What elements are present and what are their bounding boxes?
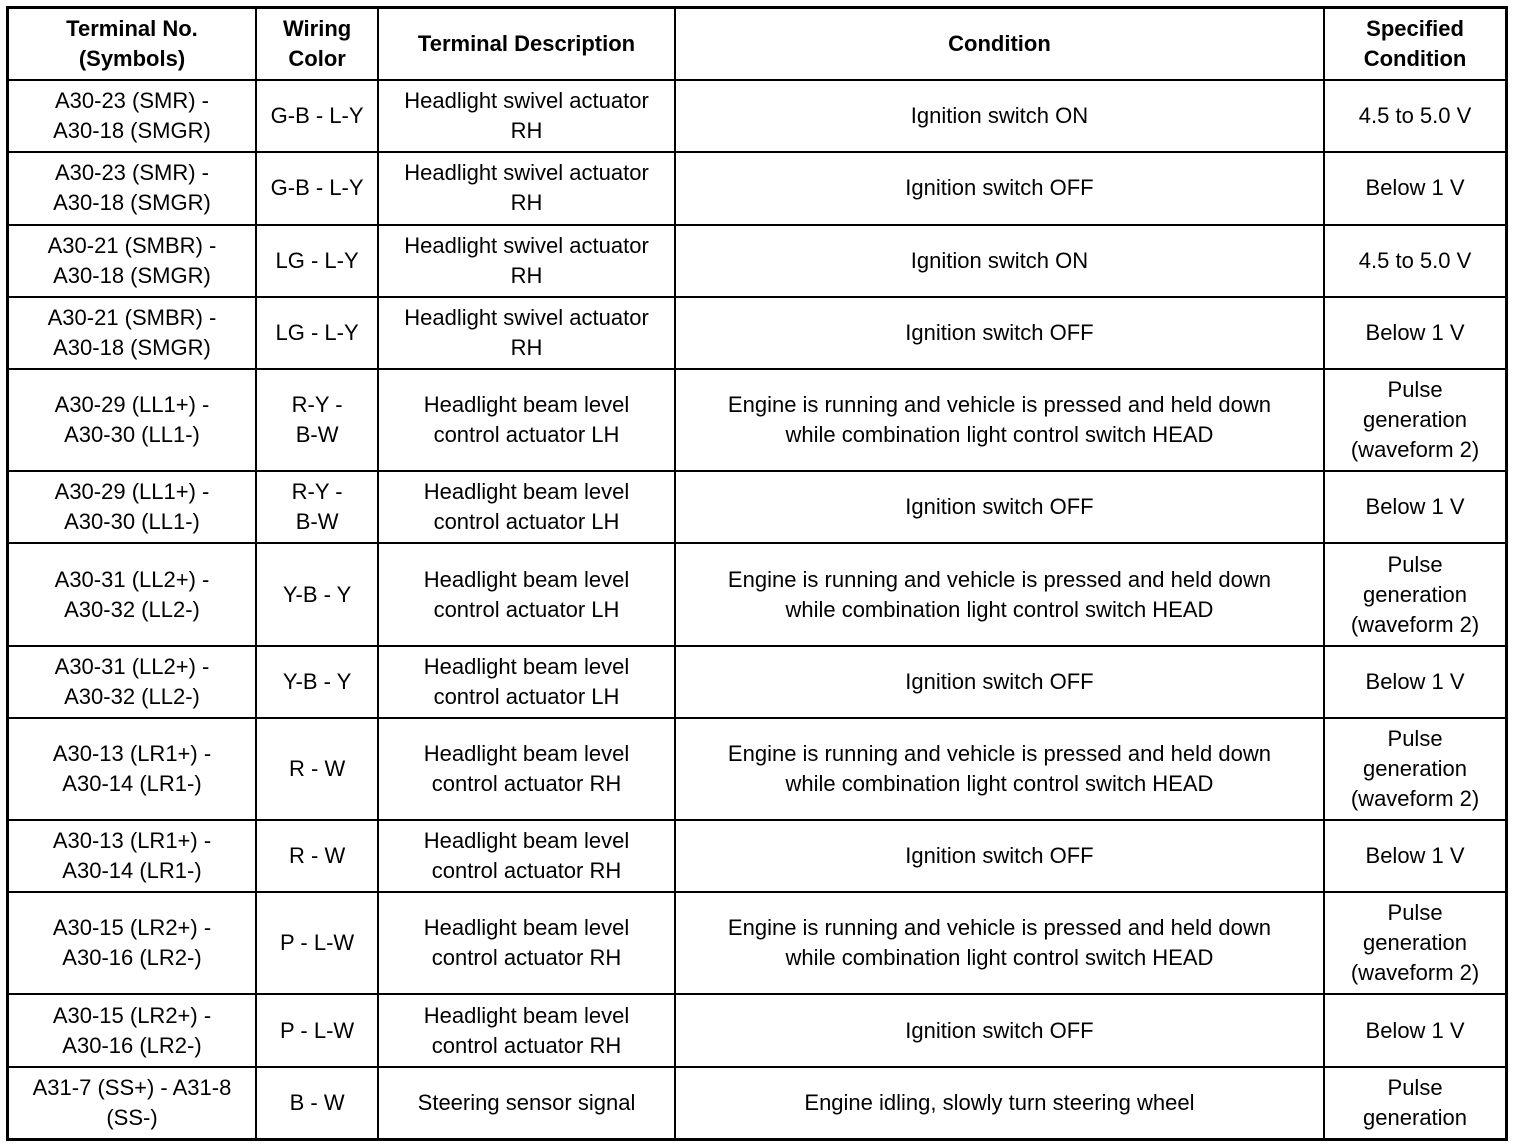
table-row — [8, 543, 1507, 645]
terminal-cell: A30-31 (LL2+) - A30-32 (LL2-) — [8, 543, 256, 645]
condition-cell: Engine is running and vehicle is pressed and held down while combination light control switch HEAD — [675, 718, 1324, 820]
specified-cell: Below 1 V — [1324, 646, 1506, 718]
condition-cell: Ignition switch OFF — [675, 471, 1324, 543]
wiring-cell: R-Y - B-W — [256, 471, 378, 543]
terminal-cell: A30-23 (SMR) - A30-18 (SMGR) — [8, 80, 256, 152]
description-cell: Steering sensor signal — [378, 1067, 675, 1140]
condition-cell: Engine is running and vehicle is pressed and held down while combination light control switch HEAD — [675, 543, 1324, 645]
description-cell: Headlight swivel actuator RH — [378, 80, 675, 152]
header-terminal: Terminal No. (Symbols) — [8, 8, 256, 81]
table-row — [8, 471, 1507, 543]
condition-cell: Ignition switch ON — [675, 225, 1324, 297]
wiring-cell: R - W — [256, 820, 378, 892]
description-cell: Headlight beam level control actuator LH — [378, 646, 675, 718]
condition-cell: Engine idling, slowly turn steering wheel — [675, 1067, 1324, 1140]
terminal-cell: A30-29 (LL1+) - A30-30 (LL1-) — [8, 369, 256, 471]
specified-cell: Pulse generation (waveform 2) — [1324, 543, 1506, 645]
table-row — [8, 892, 1507, 994]
table-row — [8, 646, 1507, 718]
description-cell: Headlight swivel actuator RH — [378, 225, 675, 297]
header-specified-condition: Specified Condition — [1324, 8, 1506, 81]
condition-cell: Ignition switch OFF — [675, 994, 1324, 1066]
specified-cell: Pulse generation (waveform 2) — [1324, 369, 1506, 471]
header-row — [8, 8, 1507, 81]
description-cell: Headlight beam level control actuator LH — [378, 369, 675, 471]
wiring-cell: Y-B - Y — [256, 646, 378, 718]
description-cell: Headlight beam level control actuator RH — [378, 718, 675, 820]
specified-cell: Pulse generation (waveform 2) — [1324, 718, 1506, 820]
table-row — [8, 369, 1507, 471]
terminal-cell: A30-31 (LL2+) - A30-32 (LL2-) — [8, 646, 256, 718]
description-cell: Headlight beam level control actuator RH — [378, 820, 675, 892]
terminal-cell: A30-23 (SMR) - A30-18 (SMGR) — [8, 152, 256, 224]
specified-cell: Pulse generation — [1324, 1067, 1506, 1140]
table-row — [8, 297, 1507, 369]
terminal-cell: A30-29 (LL1+) - A30-30 (LL1-) — [8, 471, 256, 543]
wiring-cell: P - L-W — [256, 994, 378, 1066]
description-cell: Headlight beam level control actuator LH — [378, 543, 675, 645]
condition-cell: Engine is running and vehicle is pressed and held down while combination light control switch HEAD — [675, 892, 1324, 994]
specified-cell: Below 1 V — [1324, 820, 1506, 892]
wiring-cell: R-Y - B-W — [256, 369, 378, 471]
description-cell: Headlight swivel actuator RH — [378, 297, 675, 369]
wiring-cell: P - L-W — [256, 892, 378, 994]
table-row — [8, 1067, 1507, 1140]
description-cell: Headlight beam level control actuator LH — [378, 471, 675, 543]
specified-cell: Pulse generation (waveform 2) — [1324, 892, 1506, 994]
description-cell: Headlight beam level control actuator RH — [378, 994, 675, 1066]
wiring-cell: G-B - L-Y — [256, 152, 378, 224]
wiring-cell: Y-B - Y — [256, 543, 378, 645]
specified-cell: Below 1 V — [1324, 297, 1506, 369]
specified-cell: Below 1 V — [1324, 994, 1506, 1066]
wiring-cell: LG - L-Y — [256, 225, 378, 297]
specified-cell: Below 1 V — [1324, 152, 1506, 224]
condition-cell: Ignition switch OFF — [675, 646, 1324, 718]
wiring-cell: LG - L-Y — [256, 297, 378, 369]
table-row — [8, 718, 1507, 820]
specified-cell: 4.5 to 5.0 V — [1324, 225, 1506, 297]
table-row — [8, 994, 1507, 1066]
terminal-cell: A31-7 (SS+) - A31-8 (SS-) — [8, 1067, 256, 1140]
terminal-inspection-sheet — [6, 6, 1508, 1141]
header-terminal-description: Terminal Description — [378, 8, 675, 81]
condition-cell: Ignition switch OFF — [675, 297, 1324, 369]
wiring-cell: G-B - L-Y — [256, 80, 378, 152]
condition-cell: Engine is running and vehicle is pressed and held down while combination light control switch HEAD — [675, 369, 1324, 471]
condition-cell: Ignition switch OFF — [675, 152, 1324, 224]
terminal-cell: A30-13 (LR1+) - A30-14 (LR1-) — [8, 820, 256, 892]
table-row — [8, 820, 1507, 892]
table-row — [8, 80, 1507, 152]
terminal-cell: A30-13 (LR1+) - A30-14 (LR1-) — [8, 718, 256, 820]
condition-cell: Ignition switch ON — [675, 80, 1324, 152]
table-row — [8, 152, 1507, 224]
condition-cell: Ignition switch OFF — [675, 820, 1324, 892]
specified-cell: Below 1 V — [1324, 471, 1506, 543]
wiring-cell: B - W — [256, 1067, 378, 1140]
terminal-table — [6, 6, 1508, 1141]
header-condition: Condition — [675, 8, 1324, 81]
description-cell: Headlight swivel actuator RH — [378, 152, 675, 224]
description-cell: Headlight beam level control actuator RH — [378, 892, 675, 994]
terminal-cell: A30-21 (SMBR) - A30-18 (SMGR) — [8, 225, 256, 297]
specified-cell: 4.5 to 5.0 V — [1324, 80, 1506, 152]
table-row — [8, 225, 1507, 297]
header-wiring-color: Wiring Color — [256, 8, 378, 81]
terminal-cell: A30-15 (LR2+) - A30-16 (LR2-) — [8, 994, 256, 1066]
wiring-cell: R - W — [256, 718, 378, 820]
terminal-cell: A30-15 (LR2+) - A30-16 (LR2-) — [8, 892, 256, 994]
terminal-cell: A30-21 (SMBR) - A30-18 (SMGR) — [8, 297, 256, 369]
